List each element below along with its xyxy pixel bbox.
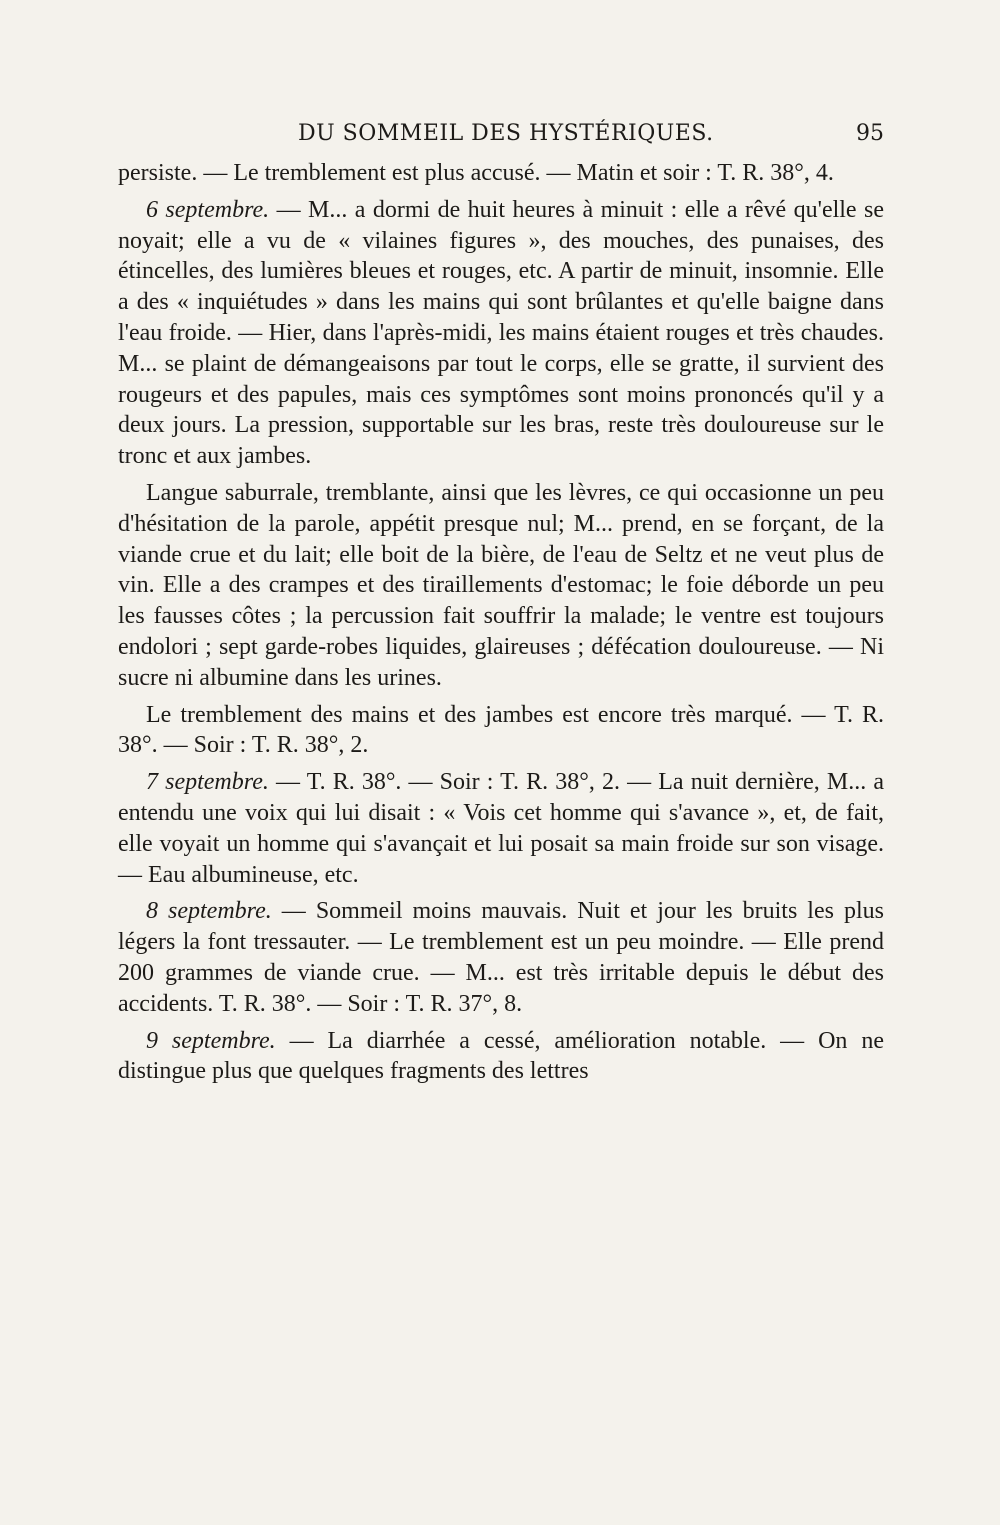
paragraph-text: persiste. — Le tremblement est plus accusé. — Matin et soir : T. R. 38°, 4. [118,160,834,186]
date-label: 7 septembre. [146,769,269,796]
paragraph [118,767,884,890]
running-title: DU SOMMEIL DES HYSTÉRIQUES. [298,121,714,146]
paragraph [118,195,884,472]
paragraph-text: Langue saburrale, tremblante, ainsi que les lèvres, ce qui occasionne un peu d'hésitation de la parole, appétit presque nul; M... prend, en se forçant, de la viande crue et du lait; elle boit de la bière, de l'eau de Seltz et ne veut plus de vin. Elle a des crampes et des tiraillements d'estomac; le foie déborde un peu les fausses côtes ; la percussion fait souffrir la malade; le ventre est toujours endolori ; sept garde-robes liquides, glaireuses ; défécation douloureuse. — Ni sucre ni albumine dans les urines. [118,479,884,691]
paragraph-text: Le tremblement des mains et des jambes est encore très marqué. — T. R. 38°. — Soir : T. R. 38°, 2. [118,701,884,759]
date-label: 9 septembre. [146,1027,276,1054]
running-head [118,118,884,158]
paragraph [118,896,884,1019]
body-text [118,158,884,1087]
book-page [118,118,884,1093]
paragraph [118,478,884,694]
date-label: 6 septembre. [146,196,270,223]
paragraph [118,158,884,189]
paragraph-text: — Sommeil moins mauvais. Nuit et jour les bruits les plus légers la font tressauter. — Le tremblement est un peu moindre. — Elle prend 200 grammes de viande crue. — M... est très irritable depuis le début des accidents. T. R. 38°. — Soir : T. R. 37°, 8. [118,898,884,1017]
paragraph [118,1026,884,1088]
paragraph [118,700,884,762]
page-number: 95 [856,121,884,146]
paragraph-text: — T. R. 38°. — Soir : T. R. 38°, 2. — La nuit dernière, M... a entendu une voix qui lui disait : « Vois cet homme qui s'avance », et, de fait, elle voyait un homme qui s'avançait et lui posait sa main froide sur son visage. — Eau albumineuse, etc. [118,769,884,888]
paragraph-text: — M... a dormi de huit heures à minuit : elle a rêvé qu'elle se noyait; elle a vu de « vilaines figures », des mouches, des punaises, des étincelles, des lumières bleues et rouges, etc. A partir de minuit, insomnie. Elle a des « inquiétudes » dans les mains qui sont brûlantes et qu'elle baigne dans l'eau froide. — Hier, dans l'après-midi, les mains étaient rouges et très chaudes. M... se plaint de démangeaisons par tout le corps, elle se gratte, il survient des rougeurs et des papules, mais ces symptômes sont moins prononcés qu'il y a deux jours. La pression, supportable sur les bras, reste très douloureuse sur le tronc et aux jambes. [118,196,884,470]
date-label: 8 septembre. [146,898,272,925]
paragraph-text: — La diarrhée a cessé, amélioration notable. — On ne distingue plus que quelques fragments des lettres [118,1027,885,1085]
